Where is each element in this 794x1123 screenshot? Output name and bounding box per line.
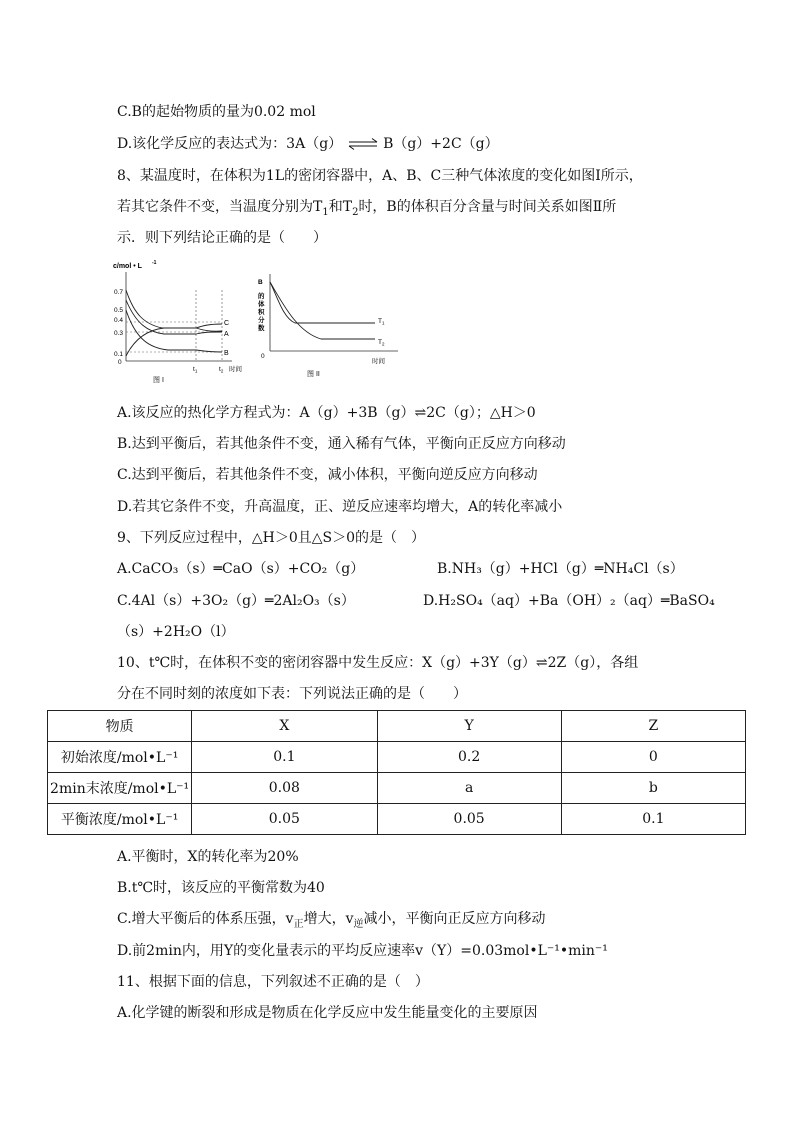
- fig2-label-t2: $T_2$: [378, 339, 385, 347]
- q9-option-a: A.CaCO₃（s）═CaO（s）+CO₂（g）: [117, 561, 365, 577]
- q8-option-b: B.达到平衡后，若其他条件不变，通入稀有气体，平衡向正反应方向移动: [117, 436, 566, 452]
- q7-option-c: C.B的起始物质的量为0.02 mol: [117, 104, 316, 120]
- table-cell: 0.1: [561, 804, 745, 835]
- q10-option-c: [117, 909, 546, 935]
- fig1-tick-04: 0.4: [114, 317, 124, 324]
- q10-option-a: A.平衡时，X的转化率为20%: [117, 849, 299, 865]
- q8-stem-line2: 若其它条件不变，当温度分别为$T_1$和$T_2$时，B的体积百分含量与时间关系如图Ⅱ所: [117, 199, 617, 218]
- q10-option-b: B.t℃时，该反应的平衡常数为40: [117, 880, 325, 896]
- table-row: [48, 773, 746, 804]
- fig1-ylabel: c/mol • L: [113, 263, 142, 270]
- svg-text:数: 数: [258, 325, 265, 332]
- q8-stem-part-b: 和T: [328, 199, 353, 215]
- fig1-time-label: 时间: [229, 366, 242, 373]
- table-cell: 0.08: [192, 773, 377, 804]
- q10-stem-line1: 10、t℃时，在体积不变的密闭容器中发生反应：X（g）+3Y（g）⇌2Z（g），各组: [117, 655, 639, 671]
- q8-stem-line3: 示．则下列结论正确的是（ ）: [117, 230, 327, 246]
- q10-option-c-sub-reverse: 逆: [353, 918, 364, 930]
- fig2-curve-t2: [270, 282, 375, 339]
- table-cell: 0.1: [192, 742, 377, 773]
- fig2-curve-t1: [270, 282, 375, 323]
- q10-option-c-part-a: C.增大平衡后的体系压强，v: [117, 911, 294, 927]
- q7-option-d-suffix: B（g）+2C（g）: [383, 136, 499, 152]
- fig1-tick-03: 0.3: [114, 330, 124, 337]
- fig1-label-b: B: [224, 350, 229, 357]
- q9-stem: 9、下列反应过程中，△H＞0且△S＞0的是（ ）: [117, 530, 426, 546]
- svg-text:分: 分: [258, 317, 265, 324]
- table-row: [48, 742, 746, 773]
- fig2-ylabel-b: B: [258, 279, 263, 286]
- svg-text:的: 的: [258, 293, 265, 300]
- fig1-tick-07: 0.7: [114, 289, 124, 296]
- table-cell: b: [561, 773, 745, 804]
- q9-option-d: D.H₂SO₄（aq）+Ba（OH）₂（aq）═BaSO₄: [423, 593, 715, 609]
- table-row: [48, 804, 746, 835]
- table-cell: 2min末浓度/mol•L⁻¹: [48, 773, 192, 804]
- q10-option-c-part-b: 增大，v: [303, 911, 354, 927]
- table-cell: 0.05: [377, 804, 561, 835]
- q10-option-c-sub-forward: 正: [293, 918, 304, 930]
- svg-text:积: 积: [258, 309, 265, 316]
- fig1-tick-05: 0.5: [114, 307, 124, 314]
- q10-option-d: D.前2min内，用Y的变化量表示的平均反应速率v（Y）=0.03mol•L⁻¹•min⁻¹: [117, 943, 608, 959]
- fig1-label-c: C: [224, 320, 230, 327]
- q8-option-a: A.该反应的热化学方程式为：A（g）+3B（g）⇌2C（g）；△H＞0: [117, 405, 536, 421]
- table-cell: 0: [561, 742, 745, 773]
- q9-option-b: B.NH₃（g）+HCl（g）═NH₄Cl（s）: [437, 561, 684, 577]
- q7-option-d-prefix: D.该化学反应的表达式为：3A（g）: [117, 136, 343, 152]
- table-cell: 0.2: [377, 742, 561, 773]
- q8-stem-line1: 8、某温度时，在体积为1L的密闭容器中，A、B、C三种气体浓度的变化如图I所示，: [117, 168, 643, 184]
- q10-option-c-part-c: 减小，平衡向正反应方向移动: [363, 911, 546, 927]
- svg-text:体: 体: [258, 301, 265, 308]
- fig1-caption: 图 I: [153, 377, 164, 384]
- fig2-label-t1: $T_1$: [378, 318, 385, 326]
- q8-option-d: D.若其它条件不变，升高温度，正、逆反应速率均增大，A的转化率减小: [117, 499, 563, 515]
- fig1-t1-label: $t_1$: [193, 366, 198, 374]
- concentration-table: [47, 710, 746, 835]
- reversible-arrow-icon: [347, 138, 379, 150]
- table-cell: 初始浓度/mol•L⁻¹: [48, 742, 192, 773]
- q8-stem-part-a: 若其它条件不变，当温度分别为T: [117, 199, 323, 215]
- fig2-zero: 0: [261, 353, 265, 360]
- q9-option-c: C.4Al（s）+3O₂（g）═2Al₂O₃（s）: [117, 593, 355, 609]
- table-cell: 0.05: [192, 804, 377, 835]
- q11-stem: 11、根据下面的信息，下列叙述不正确的是（ ）: [117, 974, 429, 990]
- figure-2-volume-fraction-chart: [255, 266, 405, 388]
- q11-option-a: A.化学键的断裂和形成是物质在化学反应中发生能量变化的主要原因: [117, 1005, 538, 1021]
- table-header-cell: Z: [561, 711, 745, 742]
- table-header-cell: X: [192, 711, 377, 742]
- fig2-caption: 图 II: [307, 371, 320, 378]
- fig1-tick-01: 0.1: [114, 351, 124, 358]
- table-header-cell: 物质: [48, 711, 192, 742]
- table-header-row: [48, 711, 746, 742]
- table-cell: a: [377, 773, 561, 804]
- q8-stem-part-c: 时，B的体积百分含量与时间关系如图Ⅱ所: [358, 199, 617, 215]
- fig1-t2-label: $t_2$: [219, 366, 224, 374]
- fig1-ylabel-sup: -1: [152, 260, 157, 266]
- q10-stem-line2: 分在不同时刻的浓度如下表：下列说法正确的是（ ）: [117, 686, 467, 702]
- fig1-tick-0: 0: [118, 359, 122, 366]
- fig1-label-a: A: [224, 331, 229, 338]
- q9-option-d-continued: （s）+2H₂O（l）: [117, 624, 235, 640]
- table-header-cell: Y: [377, 711, 561, 742]
- q7-option-d: [117, 134, 499, 154]
- fig2-ylabel: [257, 291, 265, 332]
- figure-1-concentration-chart: [110, 258, 255, 388]
- fig2-xlabel: 时间: [372, 358, 385, 365]
- table-cell: 平衡浓度/mol•L⁻¹: [48, 804, 192, 835]
- q8-option-c: C.达到平衡后，若其他条件不变，减小体积，平衡向逆反应方向移动: [117, 467, 538, 483]
